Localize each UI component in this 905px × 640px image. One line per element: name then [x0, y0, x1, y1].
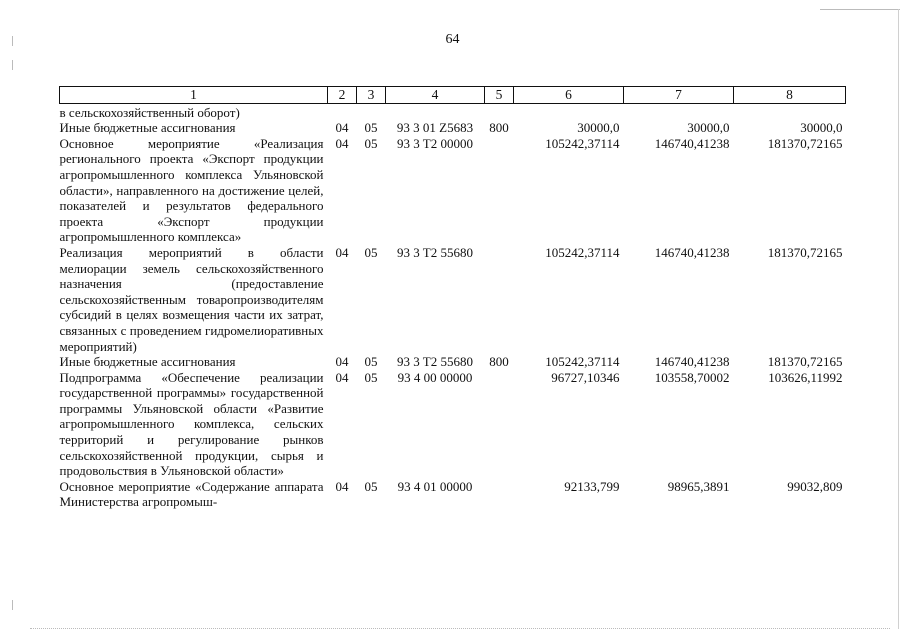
budget-table — [59, 86, 846, 510]
row-name: Иные бюджетные ассигнования — [59, 354, 236, 370]
cell-amount-7: 146740,41238 — [654, 244, 730, 260]
table-row — [60, 136, 846, 245]
cell-expense-type — [485, 136, 514, 245]
cell-expense-type: 800 — [489, 120, 509, 136]
cell-subsection: 05 — [364, 369, 378, 385]
cell-amount-7 — [624, 103, 734, 120]
cell-amount-6: 96727,10346 — [551, 369, 620, 385]
cell-subsection: 05 — [364, 354, 378, 370]
cell-amount-8: 181370,72165 — [767, 135, 843, 151]
column-header-1: 1 — [60, 87, 328, 104]
cell-amount-8: 181370,72165 — [767, 354, 843, 370]
table-header-row — [60, 87, 846, 104]
cell-expense-type — [485, 370, 514, 479]
scan-edge-bottom — [30, 628, 890, 629]
row-name: в сельскохозяйственный оборот) — [59, 104, 240, 120]
cell-expense-type — [485, 245, 514, 354]
column-header-8: 8 — [734, 87, 846, 104]
cell-amount-6: 105242,37114 — [545, 135, 620, 151]
cell-amount-8: 99032,809 — [787, 478, 843, 494]
cell-subsection: 05 — [364, 135, 378, 151]
cell-section: 04 — [335, 354, 349, 370]
column-header-7: 7 — [624, 87, 734, 104]
table-row — [60, 245, 846, 354]
table-row — [60, 479, 846, 510]
table-row — [60, 120, 846, 136]
scan-edge-top — [820, 9, 900, 10]
cell-section — [328, 103, 357, 120]
cell-amount-6: 105242,37114 — [545, 244, 620, 260]
cell-subsection: 05 — [364, 478, 378, 494]
cell-section: 04 — [335, 244, 349, 260]
cell-expense-type: 800 — [489, 354, 509, 370]
cell-amount-7: 30000,0 — [687, 120, 730, 136]
cell-subsection: 05 — [364, 120, 378, 136]
cell-amount-6: 30000,0 — [577, 120, 620, 136]
table-row — [60, 354, 846, 370]
cell-subsection: 05 — [364, 244, 378, 260]
cell-amount-8: 103626,11992 — [768, 369, 843, 385]
cell-amount-6: 92133,799 — [564, 478, 620, 494]
cell-target-code: 93 3 01 Z5683 — [396, 120, 474, 136]
column-header-3: 3 — [357, 87, 386, 104]
row-name: Основное мероприятие «Содержание аппарата Министерства агропромыш- — [59, 478, 324, 510]
cell-amount-7: 103558,70002 — [654, 369, 730, 385]
cell-target-code: 93 4 00 00000 — [397, 369, 473, 385]
cell-section: 04 — [335, 369, 349, 385]
column-header-4: 4 — [386, 87, 485, 104]
row-name: Реализация мероприятий в области мелиорации земель сельскохозяйственного назначения (предоставление сельскохозяйственным товаропроизводителям субсидий в целях возмещения части их затрат, связанных с проведением гидромелиоративных мероприятий) — [59, 244, 324, 354]
cell-section: 04 — [335, 478, 349, 494]
cell-amount-7: 146740,41238 — [654, 354, 730, 370]
row-name: Основное мероприятие «Реализация регионального проекта «Экспорт продукции агропромышленного комплекса Ульяновской области», направленного на достижение целей, показателей и результатов федерального проекта «Экспорт продукции агропромышленного комплекса» — [59, 135, 324, 245]
cell-amount-6: 105242,37114 — [545, 354, 620, 370]
cell-target-code: 93 3 T2 00000 — [397, 135, 473, 151]
cell-amount-7: 98965,3891 — [667, 478, 730, 494]
page-number: 64 — [445, 32, 460, 47]
table-row — [60, 103, 846, 120]
cell-target-code: 93 4 01 00000 — [397, 478, 473, 494]
cell-amount-7: 146740,41238 — [654, 135, 730, 151]
column-header-5: 5 — [485, 87, 514, 104]
scan-edge-right — [898, 9, 899, 629]
cell-expense-type — [485, 479, 514, 510]
column-header-2: 2 — [328, 87, 357, 104]
cell-target-code — [386, 103, 485, 120]
cell-expense-type — [485, 103, 514, 120]
scan-mark — [12, 60, 13, 70]
scan-mark — [12, 600, 13, 610]
column-header-6: 6 — [514, 87, 624, 104]
row-name: Подпрограмма «Обеспечение реализации государственной программы» государственной программы Ульяновской области «Развитие агропромышленного комплекса, сельских территорий и регулирование рынков сельскохозяйственной продукции, сырья и продовольствия в Ульяновской области» — [59, 369, 324, 479]
cell-section: 04 — [335, 120, 349, 136]
cell-amount-8: 181370,72165 — [767, 244, 843, 260]
cell-amount-6 — [514, 103, 624, 120]
cell-target-code: 93 3 T2 55680 — [397, 354, 473, 370]
cell-amount-8: 30000,0 — [800, 120, 843, 136]
table-row — [60, 370, 846, 479]
cell-subsection — [357, 103, 386, 120]
cell-section: 04 — [335, 135, 349, 151]
row-name: Иные бюджетные ассигнования — [59, 120, 236, 136]
cell-amount-8 — [734, 103, 846, 120]
cell-target-code: 93 3 T2 55680 — [397, 244, 473, 260]
